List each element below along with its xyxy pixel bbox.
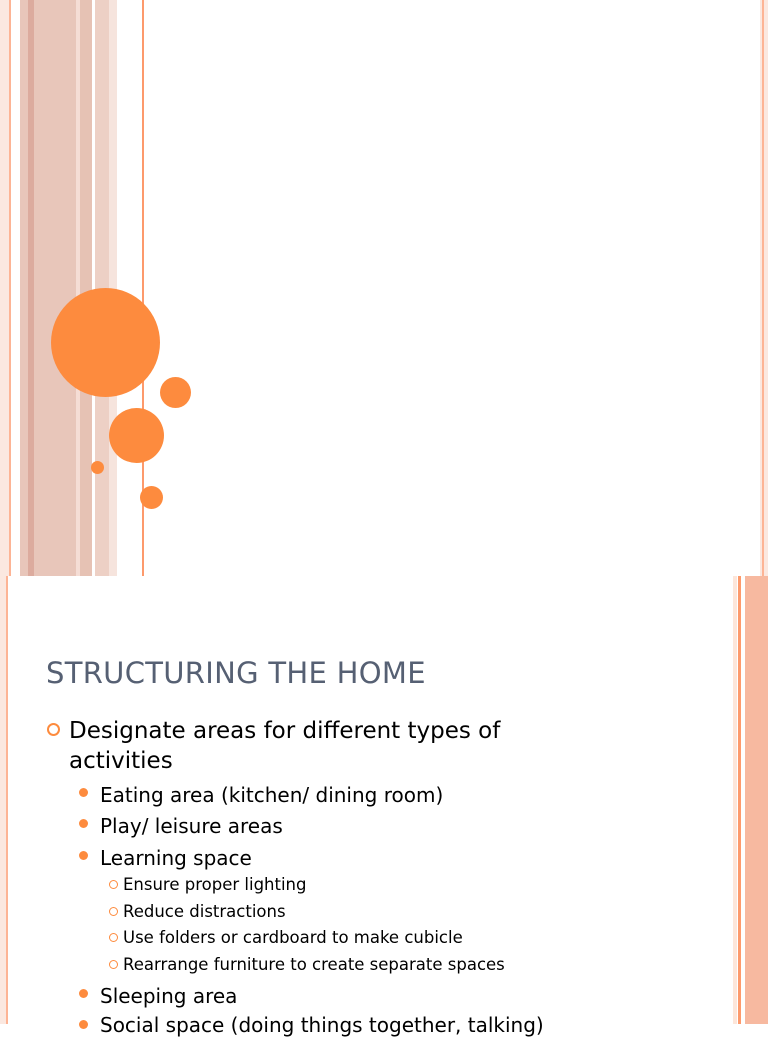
bullet-eating-area: Eating area (kitchen/ dining room) [100, 783, 444, 807]
bullet-social-space: Social space (doing things together, talking) [100, 1013, 544, 1037]
right-thin-stripe [762, 0, 764, 576]
bullet-rearrange-furniture: Rearrange furniture to create separate spaces [123, 955, 505, 974]
content-slide [0, 576, 768, 1037]
right-stripe-light [733, 576, 737, 1024]
left-thin-stripe [6, 576, 8, 1024]
bullet-reduce-distractions: Reduce distractions [123, 902, 286, 921]
slide-title: STRUCTURING THE HOME [46, 656, 426, 690]
bullet-sleeping-area: Sleeping area [100, 984, 238, 1008]
tiny-circle [91, 461, 104, 474]
narrow-stripe-1 [80, 0, 92, 576]
ring-bullet-icon [47, 723, 60, 736]
thin-orange-stripe [9, 0, 11, 576]
stripe-shade [28, 0, 34, 576]
dot-bullet-icon [79, 989, 88, 998]
small-circle-2 [140, 486, 163, 509]
dot-bullet-icon [79, 819, 88, 828]
dot-bullet-icon [79, 1020, 88, 1029]
bullet-play-leisure: Play/ leisure areas [100, 814, 283, 838]
right-wide-stripe [745, 576, 768, 1024]
dot-bullet-icon [79, 788, 88, 797]
bullet-designate-areas: Designate areas for different types of [69, 718, 501, 744]
dot-bullet-icon [79, 851, 88, 860]
large-circle [51, 288, 160, 397]
bullet-folders-cubicle: Use folders or cardboard to make cubicle [123, 928, 463, 947]
bullet-learning-space: Learning space [100, 846, 252, 870]
small-ring-bullet-icon [109, 960, 118, 969]
small-ring-bullet-icon [109, 880, 118, 889]
bullet-designate-areas-cont: activities [69, 748, 173, 774]
medium-circle [109, 408, 164, 463]
small-ring-bullet-icon [109, 907, 118, 916]
small-circle [160, 377, 191, 408]
small-ring-bullet-icon [109, 933, 118, 942]
right-thin-orange-stripe [738, 576, 741, 1024]
left-edge-stripe [0, 0, 9, 576]
bullet-proper-lighting: Ensure proper lighting [123, 875, 307, 894]
